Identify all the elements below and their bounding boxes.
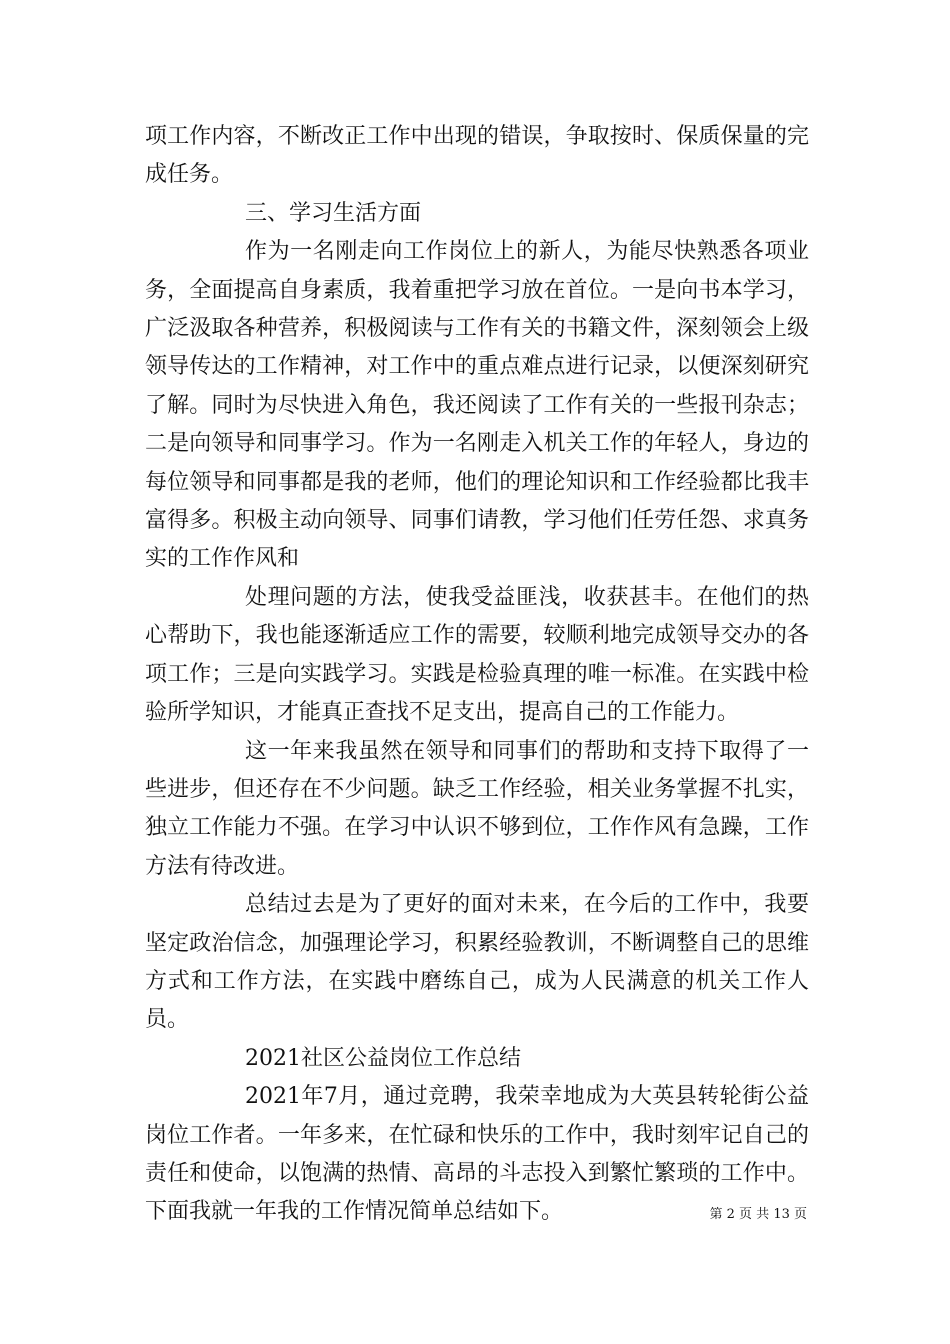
paragraph: 处理问题的方法，使我受益匪浅，收获甚丰。在他们的热心帮助下，我也能逐渐适应工作的需要，较顺利地完成领导交办的各项工作；三是向实践学习。实践是检验真理的唯一标准。在实践中检验所学知识，才能真正查找不足支出，提高自己的工作能力。	[145, 584, 809, 726]
paragraph: 作为一名刚走向工作岗位上的新人，为能尽快熟悉各项业务，全面提高自身素质，我着重把学习放在首位。一是向书本学习，广泛汲取各种营养，积极阅读与工作有关的书籍文件，深刻领会上级领导传达的工作精神，对工作中的重点难点进行记录，以便深刻研究了解。同时为尽快进入角色，我还阅读了工作有关的一些报刊杂志；二是向领导和同事学习。作为一名刚走入机关工作的年轻人，身边的每位领导和同事都是我的老师，他们的理论知识和工作经验都比我丰富得多。积极主动向领导、同事们请教，学习他们任劳任怨、求真务实的工作作风和	[145, 239, 809, 572]
paragraph: 2021年7月，通过竞聘，我荣幸地成为大英县转轮街公益岗位工作者。一年多来，在忙碌和快乐的工作中，我时刻牢记自己的责任和使命，以饱满的热情、高昂的斗志投入到繁忙繁琐的工作中。下面我就一年我的工作情况简单总结如下。	[145, 1084, 809, 1225]
paragraph: 这一年来我虽然在领导和同事们的帮助和支持下取得了一些进步，但还存在不少问题。缺乏工作经验，相关业务掌握不扎实，独立工作能力不强。在学习中认识不够到位，工作作风有急躁，工作方法有待改进。	[145, 738, 809, 879]
paragraph: 总结过去是为了更好的面对未来，在今后的工作中，我要坚定政治信念，加强理论学习，积累经验教训，不断调整自己的思维方式和工作方法，在实践中磨练自己，成为人民满意的机关工作人员。	[145, 892, 809, 1033]
page-number: 第 2 页 共 13 页	[709, 1207, 807, 1222]
article-title: 2021社区公益岗位工作总结	[245, 1045, 521, 1071]
paragraph-continuation: 项工作内容，不断改正工作中出现的错误，争取按时、保质保量的完成任务。	[145, 124, 809, 188]
section-heading: 三、学习生活方面	[245, 200, 422, 226]
document-body	[145, 118, 809, 1232]
